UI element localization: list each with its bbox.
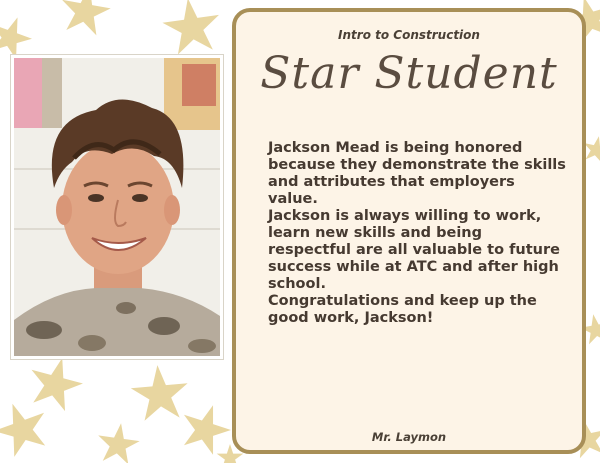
message-paragraph: Congratulations and keep up the good work, Jackson! — [268, 293, 537, 326]
teacher-signature: Mr. Laymon — [371, 430, 447, 444]
student-photo — [10, 54, 224, 360]
star-icon — [95, 420, 142, 463]
star-icon — [57, 0, 114, 37]
award-headline: Star Student — [260, 48, 558, 99]
award-message — [268, 140, 568, 327]
star-icon — [175, 398, 237, 458]
message-paragraph: Jackson is always willing to work, learn new skills and being respectful are all valuable to future success while at ATC and after high school. — [268, 208, 560, 292]
star-icon — [0, 395, 55, 461]
student-portrait — [14, 58, 220, 356]
wall-poster — [14, 58, 42, 128]
course-title: Intro to Construction — [338, 28, 480, 42]
face — [62, 142, 174, 274]
star-icon — [160, 0, 224, 56]
star-icon — [23, 351, 88, 414]
message-paragraph: Jackson Mead is being honored because they demonstrate the skills and attributes that employers value. — [268, 140, 566, 207]
star-icon — [129, 363, 191, 422]
award-card — [232, 8, 586, 454]
